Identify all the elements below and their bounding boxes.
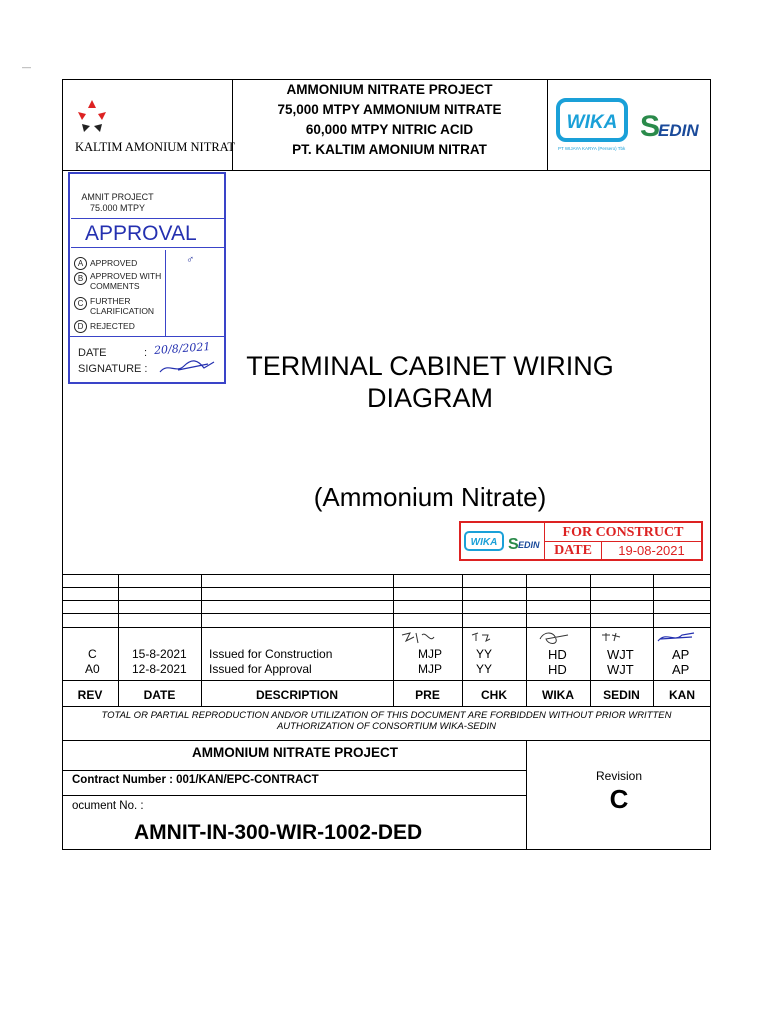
sedin-logo: SEDIN bbox=[756, 296, 760, 297]
stamp-signature-label: SIGNATURE : bbox=[78, 363, 148, 375]
title-line-1: TERMINAL CABINET WIRING bbox=[246, 351, 614, 381]
rev-pre-cell: MJP bbox=[418, 662, 442, 676]
stamp-date-label: DATE bbox=[78, 347, 107, 359]
svg-text:WIKA: WIKA bbox=[470, 537, 498, 548]
col-header-date: DATE bbox=[143, 688, 176, 702]
kaltim-logo bbox=[72, 98, 235, 158]
signature-pre-icon bbox=[402, 633, 434, 643]
col-header-description: DESCRIPTION bbox=[255, 688, 338, 702]
contract-number: Contract Number : 001/KAN/EPC-CONTRACT bbox=[72, 774, 319, 786]
rev-date-cell: 12-8-2021 bbox=[132, 662, 187, 676]
col-header-pre: PRE bbox=[415, 688, 440, 702]
approval-signatures bbox=[398, 629, 698, 649]
titleblock-line bbox=[62, 770, 526, 771]
document-number-label: ocument No. : bbox=[72, 800, 144, 812]
notice-line-2: AUTHORIZATION OF CONSORTIUM WIKA-SEDIN bbox=[276, 721, 497, 732]
rev-table-top bbox=[62, 574, 711, 575]
signature-chk-icon bbox=[472, 633, 490, 641]
rev-sedin-cell: WJT bbox=[607, 647, 634, 662]
signature-sedin-icon bbox=[602, 633, 620, 641]
stamp-option-b: B APPROVED WITH COMMENTS bbox=[74, 271, 162, 291]
rev-col-divider bbox=[201, 574, 202, 706]
signature-kan-icon bbox=[658, 633, 694, 641]
rev-grid-line bbox=[62, 627, 711, 628]
rev-description-cell: Issued for Construction bbox=[209, 647, 333, 661]
project-line-2: 75,000 MTPY AMMONIUM NITRATE bbox=[277, 102, 502, 117]
stamp-project: AMNIT PROJECT bbox=[81, 192, 154, 202]
company-name: KALTIM AMONIUM NITRAT bbox=[75, 140, 235, 154]
document-subtitle: (Ammonium Nitrate) bbox=[313, 482, 547, 512]
for-construct-label: FOR CONSTRUCT bbox=[544, 523, 701, 542]
title-line-2: DIAGRAM bbox=[366, 383, 493, 413]
rev-col-divider bbox=[118, 574, 119, 706]
revision-label: Revision bbox=[595, 769, 643, 783]
rev-wika-cell: HD bbox=[548, 662, 567, 677]
rev-kan-cell: AP bbox=[672, 647, 690, 662]
stamp-date-value: 20/8/2021 bbox=[153, 340, 211, 357]
titleblock-divider bbox=[526, 740, 527, 850]
stamp-capacity: 75.000 MTPY bbox=[89, 203, 146, 213]
wika-sedin-mini-logo bbox=[464, 529, 542, 555]
margin-mark: — bbox=[22, 62, 31, 72]
rev-kan-cell: AP bbox=[672, 662, 690, 677]
rev-grid-line bbox=[62, 600, 711, 601]
col-header-kan: KAN bbox=[669, 688, 695, 702]
notice-bottom bbox=[62, 740, 711, 741]
header-divider-right bbox=[547, 80, 548, 170]
stamp-title: APPROVAL bbox=[71, 218, 225, 248]
header-bottom-line bbox=[62, 170, 711, 171]
signature-icon bbox=[158, 356, 218, 378]
sedin-s: S bbox=[640, 110, 661, 143]
rev-pre-cell: MJP bbox=[418, 647, 442, 661]
stamp-option-a: A APPROVED bbox=[74, 257, 137, 270]
col-header-wika: WIKA bbox=[542, 688, 574, 702]
rev-cell: C bbox=[88, 647, 97, 661]
rev-chk-cell: YY bbox=[476, 647, 493, 661]
wika-logo-text: WIKA bbox=[566, 112, 618, 133]
signature-wika-icon bbox=[540, 633, 568, 644]
stamp-header bbox=[70, 192, 165, 214]
stamp-date-colon: : bbox=[144, 347, 148, 359]
rev-grid-line bbox=[62, 613, 711, 614]
kaltim-star-icon bbox=[72, 98, 112, 138]
project-line-4: PT. KALTIM AMONIUM NITRAT bbox=[292, 142, 487, 157]
svg-text:S: S bbox=[508, 536, 519, 553]
sedin-logo-text: EDIN bbox=[658, 121, 699, 140]
rev-cell: A0 bbox=[85, 662, 100, 676]
col-header-chk: CHK bbox=[481, 688, 507, 702]
construct-date-label: DATE bbox=[544, 542, 602, 559]
approval-stamp bbox=[68, 172, 226, 384]
stamp-option-d: D REJECTED bbox=[74, 320, 135, 333]
project-line-1: AMMONIUM NITRATE PROJECT bbox=[286, 82, 493, 97]
construct-date-value: 19-08-2021 bbox=[618, 543, 685, 558]
project-header bbox=[232, 80, 547, 160]
stamp-vertical-divider bbox=[165, 250, 166, 336]
col-header-sedin: SEDIN bbox=[603, 688, 640, 702]
rev-grid-line bbox=[62, 587, 711, 588]
rev-sedin-cell: WJT bbox=[607, 662, 634, 677]
reproduction-notice bbox=[64, 710, 709, 732]
rev-description-cell: Issued for Approval bbox=[209, 662, 312, 676]
rev-chk-cell: YY bbox=[476, 662, 493, 676]
project-line-3: 60,000 MTPY NITRIC ACID bbox=[305, 122, 474, 137]
rev-col-divider bbox=[393, 574, 394, 706]
rev-grid-line bbox=[62, 680, 711, 681]
check-mark-icon: ♂ bbox=[186, 254, 195, 266]
rev-wika-cell: HD bbox=[548, 647, 567, 662]
revision-value: C bbox=[609, 784, 629, 814]
rev-date-cell: 15-8-2021 bbox=[132, 647, 187, 661]
svg-text:EDIN: EDIN bbox=[518, 540, 540, 550]
rev-table-bottom bbox=[62, 706, 711, 707]
for-construct-stamp bbox=[459, 521, 703, 561]
stamp-option-c: C FURTHER CLARIFICATION bbox=[74, 296, 162, 316]
notice-line-1: TOTAL OR PARTIAL REPRODUCTION AND/OR UTILIZATION OF THIS DOCUMENT ARE FORBIDDEN WITHOUT PRIOR WRITTEN bbox=[101, 710, 672, 721]
document-number: AMNIT-IN-300-WIR-1002-DED bbox=[134, 821, 423, 844]
stamp-horizontal-divider bbox=[70, 336, 224, 337]
titleblock-project: AMMONIUM NITRATE PROJECT bbox=[192, 745, 398, 760]
document-title bbox=[210, 350, 650, 414]
wika-subtext: PT WIJAYA KARYA (Persero) Tbk bbox=[558, 146, 626, 151]
col-header-rev: REV bbox=[77, 688, 103, 702]
titleblock-line bbox=[62, 795, 526, 796]
wika-sedin-logos bbox=[556, 96, 760, 297]
